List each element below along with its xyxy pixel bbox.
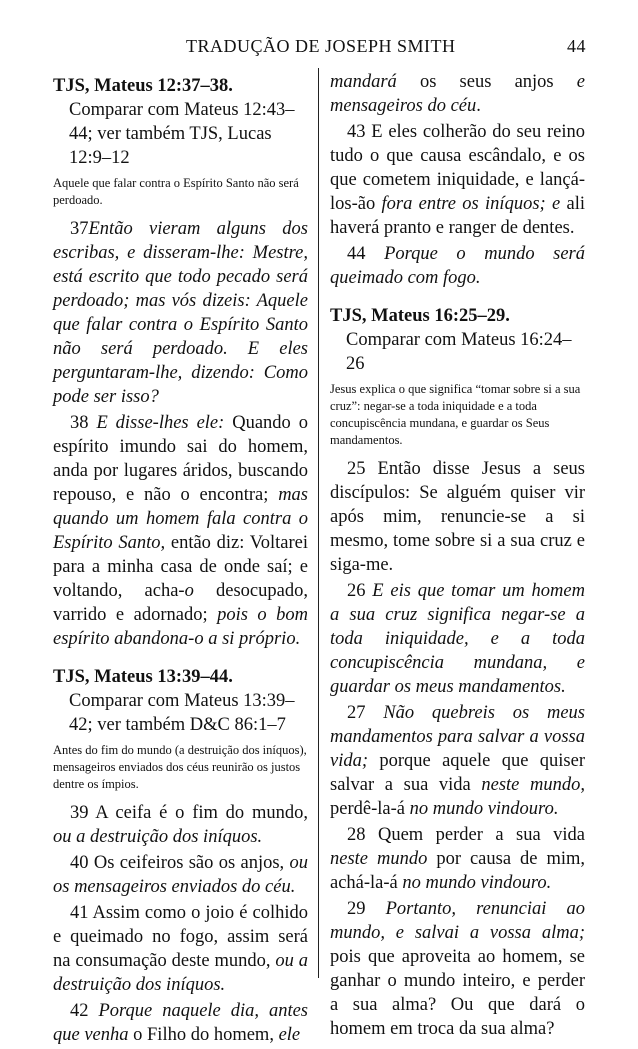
verse-text: Quando o espírito imundo sai do homem, anda por lugares áridos, buscando repouso, e não o encontra; (53, 413, 308, 505)
verse-text: ou os mensageiros enviados do céu. (53, 853, 308, 897)
verse-40 (53, 851, 308, 899)
verse-text: Quem perder a sua vida (365, 825, 585, 845)
page-header (0, 36, 638, 62)
page-number: 44 (567, 36, 586, 56)
verse-text: E disse-lhes ele: (96, 413, 225, 433)
verse-text: pois o bom espírito abandona-o a si próprio. (53, 605, 309, 649)
section-title: TJS, Mateus 13:39–44. (53, 667, 233, 687)
verse-number: 25 (347, 459, 366, 479)
verse-number: 42 (70, 1001, 89, 1021)
verse-number: 28 (347, 825, 366, 845)
verse-39 (53, 801, 308, 849)
section-reference: Comparar com Mateus 16:24–26 (346, 330, 572, 374)
verse-42 (53, 999, 308, 1047)
verse-text: Os ceifeiros são os anjos, (88, 853, 290, 873)
verse-44 (330, 242, 585, 290)
section-summary: Antes do fim do mundo (a destruição dos iníquos), mensageiros enviados dos céus reunirão os justos dentre os ímpios. (53, 743, 307, 791)
verse-text: mas quando um homem fala contra o Espírito Santo, (53, 485, 308, 553)
verse-text: Então vieram alguns dos escribas, e disseram-lhe: Mestre, está escrito que todo pecado será perdoado; mas vós dizeis: Aquele que falar contra o Espírito Santo não será perdoado. E eles perguntaram-lhe, dizendo: Como pode ser isso? (53, 219, 308, 407)
verse-text: ali haverá pranto e ranger de dentes. (330, 194, 585, 238)
verse-text: Portanto, renunciai ao mundo, e salvai a vossa alma; (330, 899, 585, 943)
verse-text: no mundo vindouro. (402, 873, 552, 893)
verse-29 (330, 897, 585, 1041)
verse-text: pois que aproveita ao homem, se ganhar o mundo inteiro, e perder a sua alma? Ou que dará o homem em troca da sua alma? (330, 947, 585, 1039)
verse-text: o (184, 581, 194, 601)
verse-text: mandará (330, 72, 397, 92)
verse-number: 40 (70, 853, 89, 873)
verse-text: Porque o mundo será queimado com fogo. (330, 244, 585, 288)
verse-text: e mensageiros do céu (330, 72, 585, 116)
verse-text: ou a destruição dos iníquos. (53, 827, 263, 847)
section-reference: Comparar com Mateus 13:39–42; ver também D&C 86:1–7 (69, 691, 295, 735)
verse-37 (53, 217, 308, 409)
verse-number: 44 (347, 244, 366, 264)
verse-text: os seus anjos (396, 72, 577, 92)
verse-number: 39 (70, 803, 89, 823)
verse-text: neste mundo (330, 849, 428, 869)
section-summary: Aquele que falar contra o Espírito Santo não será perdoado. (53, 176, 299, 207)
verse-text: no mundo vindouro. (409, 799, 559, 819)
verse-25 (330, 457, 585, 577)
verse-41 (53, 901, 308, 997)
verse-number: 37 (70, 219, 89, 239)
verse-number: 29 (347, 899, 366, 919)
verse-text: Porque naquele dia, antes que venha (53, 1001, 308, 1045)
section-title: TJS, Mateus 16:25–29. (330, 306, 510, 326)
verse-text: ou a destruição dos iníquos. (53, 951, 309, 995)
verse-28 (330, 823, 585, 895)
verse-text: ele (278, 1025, 301, 1045)
verse-number: 26 (347, 581, 366, 601)
verse-text: E eles colherão do seu reino tudo o que causa escândalo, e os que cometem iniquidade, e lançá-los-ão (330, 122, 585, 214)
verse-text: o Filho do homem, (128, 1025, 279, 1045)
verse-27 (330, 701, 585, 821)
verse-text: E eis que tomar um homem a sua cruz significa negar-se a toda iniquidade, e a toda concupiscência mundana, e guardar os meus mandamentos. (330, 581, 585, 697)
verse-26 (330, 579, 585, 699)
verse-42-continued (330, 70, 585, 118)
verse-text: então diz: Voltarei para a minha casa de onde saí; e voltando, acha- (53, 533, 309, 601)
right-column (330, 70, 585, 1043)
verse-text: neste mundo, (481, 775, 585, 795)
verse-text: A ceifa é o fim do mundo, (88, 803, 308, 823)
verse-number: 38 (70, 413, 89, 433)
verse-number: 43 (347, 122, 366, 142)
verse-number: 41 (70, 903, 89, 923)
verse-text: desocupado, varrido e adornado; (53, 581, 308, 625)
verse-text: Não quebreis os meus mandamentos para salvar a vossa vida; (330, 703, 585, 771)
verse-text: por causa de mim, achá-la-á (330, 849, 586, 893)
verse-text: Então disse Jesus a seus discípulos: Se alguém quiser vir após mim, renuncie-se a si mesmo, tome sobre si a sua cruz e siga-me. (330, 459, 585, 575)
section-title: TJS, Mateus 12:37–38. (53, 76, 233, 96)
verse-text: Assim como o joio é colhido e queimado no fogo, assim será na consumação deste mundo, (53, 903, 308, 971)
verse-text: porque aquele que quiser salvar a sua vida (330, 751, 585, 795)
verse-text: fora entre os iníquos; e (381, 194, 561, 214)
verse-text: perdê-la-á (330, 799, 410, 819)
verse-text: . (476, 96, 481, 116)
column-divider (318, 68, 319, 978)
verse-38 (53, 411, 308, 651)
running-title: TRADUÇÃO DE JOSEPH SMITH (186, 36, 456, 56)
section-reference: Comparar com Mateus 12:43–44; ver também TJS, Lucas 12:9–12 (69, 100, 295, 168)
verse-43 (330, 120, 585, 240)
verse-number: 27 (347, 703, 366, 723)
left-column (53, 70, 308, 1049)
section-summary: Jesus explica o que significa “tomar sobre si a sua cruz”: negar-se a toda iniquidade e a toda concupiscência mundana, e guardar os Seus mandamentos. (330, 382, 581, 447)
